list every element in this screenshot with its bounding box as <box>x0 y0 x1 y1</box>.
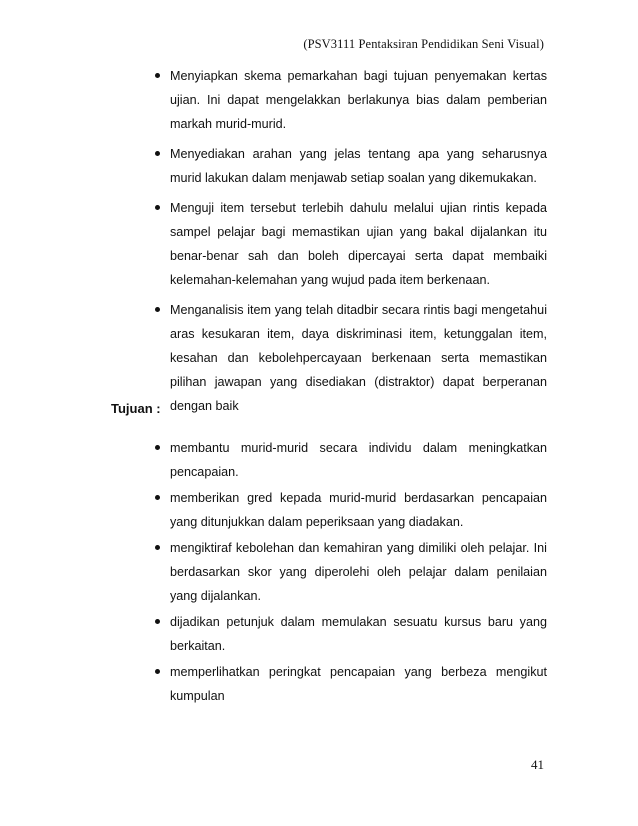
tujuan-bullet-list <box>170 436 547 710</box>
list-item <box>170 298 547 418</box>
list-item <box>170 536 547 608</box>
bullet-icon <box>155 73 160 78</box>
steps-bullet-list <box>170 64 547 424</box>
list-item-text: memperlihatkan peringkat pencapaian yang berbeza mengikut kumpulan <box>170 665 547 703</box>
list-item <box>170 64 547 136</box>
list-item <box>170 486 547 534</box>
bullet-icon <box>155 205 160 210</box>
list-item-text: Menganalisis item yang telah ditadbir secara rintis bagi mengetahui aras kesukaran item, daya diskriminasi item, ketunggalan item, kesahan dan kebolehpercayaan berkenaan serta memastikan pilihan jawapan yang disediakan (distraktor) dapat berperanan dengan baik <box>170 303 547 413</box>
list-item-text: Menyediakan arahan yang jelas tentang apa yang seharusnya murid lakukan dalam menjawab setiap soalan yang dikemukakan. <box>170 147 547 185</box>
bullet-icon <box>155 545 160 550</box>
page-header: (PSV3111 Pentaksiran Pendidikan Seni Visual) <box>303 37 544 51</box>
bullet-icon <box>155 495 160 500</box>
bullet-icon <box>155 445 160 450</box>
list-item <box>170 142 547 190</box>
section-heading-tujuan: Tujuan : <box>111 401 161 416</box>
list-item <box>170 436 547 484</box>
list-item-text: mengiktiraf kebolehan dan kemahiran yang dimiliki oleh pelajar. Ini berdasarkan skor yang diperolehi oleh pelajar dalam penilaian yang dijalankan. <box>170 541 547 603</box>
list-item-text: Menguji item tersebut terlebih dahulu melalui ujian rintis kepada sampel pelajar bagi memastikan ujian yang bakal dijalankan itu benar-benar sah dan boleh dipercayai serta dapat membaiki kelemahan-kelemahan yang wujud pada item berkenaan. <box>170 201 547 287</box>
list-item-text: Menyiapkan skema pemarkahan bagi tujuan penyemakan kertas ujian. Ini dapat mengelakkan berlakunya bias dalam pemberian markah murid-murid. <box>170 69 547 131</box>
list-item <box>170 196 547 292</box>
bullet-icon <box>155 307 160 312</box>
bullet-icon <box>155 619 160 624</box>
list-item-text: memberikan gred kepada murid-murid berdasarkan pencapaian yang ditunjukkan dalam peperiksaan yang diadakan. <box>170 491 547 529</box>
list-item <box>170 610 547 658</box>
bullet-icon <box>155 669 160 674</box>
bullet-icon <box>155 151 160 156</box>
list-item-text: dijadikan petunjuk dalam memulakan sesuatu kursus baru yang berkaitan. <box>170 615 547 653</box>
list-item <box>170 660 547 708</box>
list-item-text: membantu murid-murid secara individu dalam meningkatkan pencapaian. <box>170 441 547 479</box>
page-number: 41 <box>531 757 544 772</box>
